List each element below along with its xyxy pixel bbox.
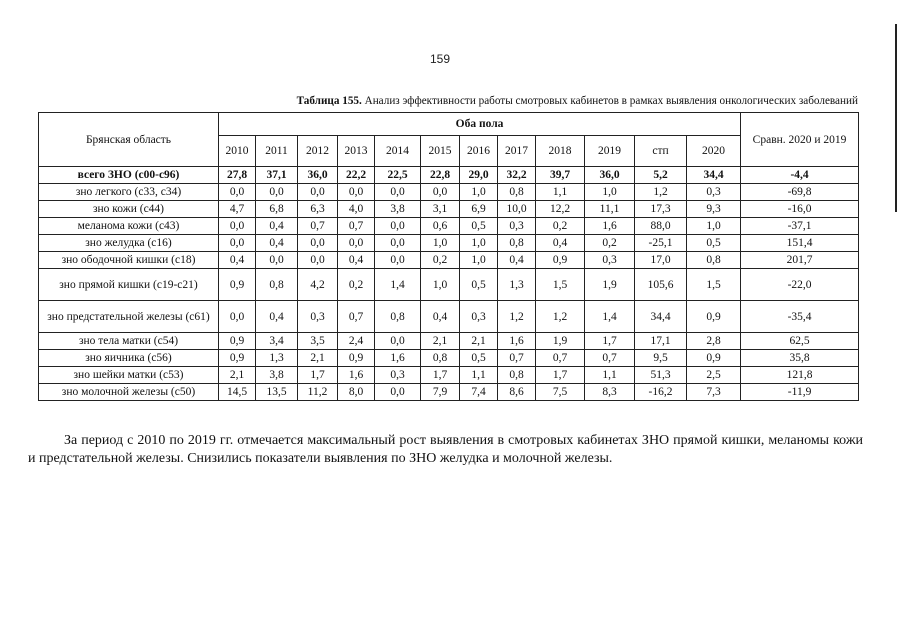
value-cell: 1,0 [421,235,460,252]
value-cell: 0,4 [338,252,375,269]
value-cell: 17,3 [635,201,687,218]
value-cell: 0,2 [536,218,585,235]
value-cell: 0,7 [338,218,375,235]
value-cell: 1,2 [536,301,585,333]
value-cell: 0,9 [338,350,375,367]
comparison-cell: 151,4 [741,235,859,252]
value-cell: 12,2 [536,201,585,218]
row-label: зно предстательной железы (с61) [39,301,219,333]
value-cell: 3,4 [256,333,298,350]
value-cell: 1,6 [585,218,635,235]
value-cell: 0,0 [219,184,256,201]
value-cell: 1,1 [536,184,585,201]
value-cell: 0,4 [256,218,298,235]
comparison-cell: -35,4 [741,301,859,333]
comparison-cell: -37,1 [741,218,859,235]
comparison-cell: -69,8 [741,184,859,201]
value-cell: 2,1 [460,333,498,350]
row-label: зно кожи (с44) [39,201,219,218]
comparison-cell: 121,8 [741,367,859,384]
value-cell: 1,1 [585,367,635,384]
value-cell: 1,2 [498,301,536,333]
row-label: зно шейки матки (с53) [39,367,219,384]
row-label: зно ободочной кишки (с18) [39,252,219,269]
value-cell: 4,7 [219,201,256,218]
value-cell: 0,2 [585,235,635,252]
comparison-cell: 62,5 [741,333,859,350]
value-cell: 1,0 [460,235,498,252]
value-cell: 0,9 [219,350,256,367]
value-cell: 9,3 [687,201,741,218]
table-row [39,269,859,301]
comparison-cell: -4,4 [741,167,859,184]
value-cell: 37,1 [256,167,298,184]
value-cell: -16,2 [635,384,687,401]
value-cell: 1,2 [635,184,687,201]
value-cell: 0,3 [498,218,536,235]
value-cell: 0,9 [687,350,741,367]
value-cell: 0,9 [219,333,256,350]
region-header: Брянская область [39,113,219,167]
value-cell: 0,5 [460,218,498,235]
value-cell: 9,5 [635,350,687,367]
value-cell: 1,7 [298,367,338,384]
year-header-cell: 2015 [421,136,460,167]
table-row [39,201,859,218]
value-cell: 34,4 [635,301,687,333]
table-row [39,184,859,201]
value-cell: 0,8 [421,350,460,367]
value-cell: 6,8 [256,201,298,218]
comparison-cell: -11,9 [741,384,859,401]
summary-paragraph: За период с 2010 по 2019 гг. отмечается максимальный рост выявления в смотровых кабинетах ЗНО прямой кишки, меланомы кожи и предстательной железы. Снизились показатели выявления по ЗНО желудка и молочной железы. [28,433,863,466]
value-cell: 0,0 [375,252,421,269]
value-cell: 0,7 [498,350,536,367]
value-cell: 0,7 [585,350,635,367]
value-cell: 0,7 [298,218,338,235]
value-cell: 5,2 [635,167,687,184]
value-cell: 1,0 [460,184,498,201]
page-number: 159 [429,52,451,66]
value-cell: 0,0 [375,384,421,401]
value-cell: 0,9 [219,269,256,301]
table-row [39,350,859,367]
value-cell: 0,4 [421,301,460,333]
value-cell: 0,8 [687,252,741,269]
value-cell: 105,6 [635,269,687,301]
value-cell: 4,2 [298,269,338,301]
value-cell: 0,4 [219,252,256,269]
value-cell: 88,0 [635,218,687,235]
data-table [38,112,859,401]
value-cell: 1,7 [536,367,585,384]
year-header-cell: 2010 [219,136,256,167]
value-cell: 3,5 [298,333,338,350]
value-cell: 29,0 [460,167,498,184]
value-cell: 0,0 [298,235,338,252]
value-cell: 1,6 [338,367,375,384]
value-cell: 0,8 [498,367,536,384]
value-cell: 0,7 [536,350,585,367]
year-header-cell: 2011 [256,136,298,167]
comparison-header: Сравн. 2020 и 2019 [741,113,859,167]
value-cell: 2,1 [219,367,256,384]
value-cell: 0,0 [219,235,256,252]
value-cell: 1,4 [375,269,421,301]
page-edge-line [895,24,897,212]
value-cell: 8,3 [585,384,635,401]
value-cell: 0,4 [498,252,536,269]
year-header-cell: 2016 [460,136,498,167]
value-cell: 22,8 [421,167,460,184]
year-header-cell: 2012 [298,136,338,167]
value-cell: 0,0 [298,184,338,201]
value-cell: 27,8 [219,167,256,184]
value-cell: 0,5 [687,235,741,252]
table-row [39,252,859,269]
row-label: всего ЗНО (с00-с96) [39,167,219,184]
value-cell: 0,4 [256,301,298,333]
value-cell: 0,3 [298,301,338,333]
table-row [39,301,859,333]
row-label: зно тела матки (с54) [39,333,219,350]
value-cell: 0,2 [338,269,375,301]
both-sexes-header: Оба пола [219,113,741,136]
value-cell: 4,0 [338,201,375,218]
value-cell: 1,7 [585,333,635,350]
value-cell: 0,0 [375,184,421,201]
value-cell: 0,0 [219,218,256,235]
table-row [39,218,859,235]
value-cell: 0,8 [498,235,536,252]
value-cell: 17,0 [635,252,687,269]
value-cell: 0,8 [498,184,536,201]
caption-text: Анализ эффективности работы смотровых кабинетов в рамках выявления онкологических заболеваний [361,95,858,107]
value-cell: 6,9 [460,201,498,218]
value-cell: 1,7 [421,367,460,384]
value-cell: 0,4 [256,235,298,252]
value-cell: 1,5 [687,269,741,301]
year-header-cell: 2019 [585,136,635,167]
value-cell: 2,5 [687,367,741,384]
value-cell: 1,3 [498,269,536,301]
value-cell: 0,5 [460,350,498,367]
value-cell: 0,0 [338,184,375,201]
value-cell: 11,1 [585,201,635,218]
table-row [39,167,859,184]
value-cell: 8,6 [498,384,536,401]
value-cell: 0,8 [375,301,421,333]
value-cell: 17,1 [635,333,687,350]
value-cell: 34,4 [687,167,741,184]
value-cell: 1,0 [460,252,498,269]
value-cell: 1,1 [460,367,498,384]
table-row [39,384,859,401]
value-cell: 0,5 [460,269,498,301]
value-cell: 0,3 [687,184,741,201]
value-cell: 0,0 [298,252,338,269]
value-cell: 3,1 [421,201,460,218]
table-row [39,367,859,384]
value-cell: 0,9 [536,252,585,269]
value-cell: 0,7 [338,301,375,333]
value-cell: 22,5 [375,167,421,184]
value-cell: 7,4 [460,384,498,401]
value-cell: 0,8 [256,269,298,301]
value-cell: 36,0 [298,167,338,184]
value-cell: 51,3 [635,367,687,384]
value-cell: 0,3 [585,252,635,269]
value-cell: 6,3 [298,201,338,218]
value-cell: 0,0 [219,301,256,333]
value-cell: 36,0 [585,167,635,184]
value-cell: 2,8 [687,333,741,350]
value-cell: 39,7 [536,167,585,184]
year-header-cell: 2013 [338,136,375,167]
value-cell: 0,9 [687,301,741,333]
row-label: меланома кожи (с43) [39,218,219,235]
year-header-cell: 2017 [498,136,536,167]
value-cell: 3,8 [256,367,298,384]
value-cell: -25,1 [635,235,687,252]
value-cell: 14,5 [219,384,256,401]
row-label: зно легкого (с33, с34) [39,184,219,201]
row-label: зно молочной железы (с50) [39,384,219,401]
value-cell: 0,2 [421,252,460,269]
value-cell: 1,9 [585,269,635,301]
table-body [39,167,859,401]
value-cell: 0,0 [256,252,298,269]
year-header-cell: 2014 [375,136,421,167]
value-cell: 1,9 [536,333,585,350]
caption-label: Таблица 155. [296,95,362,107]
value-cell: 8,0 [338,384,375,401]
value-cell: 32,2 [498,167,536,184]
value-cell: 0,0 [375,333,421,350]
value-cell: 1,0 [687,218,741,235]
comparison-cell: -22,0 [741,269,859,301]
value-cell: 2,4 [338,333,375,350]
row-label: зно желудка (с16) [39,235,219,252]
value-cell: 1,4 [585,301,635,333]
comparison-cell: 35,8 [741,350,859,367]
table-caption [150,95,858,107]
value-cell: 0,0 [421,184,460,201]
value-cell: 0,6 [421,218,460,235]
value-cell: 0,4 [536,235,585,252]
year-header-cell: стп [635,136,687,167]
value-cell: 1,6 [498,333,536,350]
row-label: зно яичника (с56) [39,350,219,367]
value-cell: 0,0 [338,235,375,252]
value-cell: 7,9 [421,384,460,401]
value-cell: 0,0 [375,235,421,252]
value-cell: 0,0 [256,184,298,201]
value-cell: 1,3 [256,350,298,367]
comparison-cell: 201,7 [741,252,859,269]
value-cell: 7,3 [687,384,741,401]
value-cell: 0,3 [460,301,498,333]
value-cell: 7,5 [536,384,585,401]
year-header-cell: 2018 [536,136,585,167]
value-cell: 10,0 [498,201,536,218]
value-cell: 1,0 [585,184,635,201]
table-row [39,235,859,252]
value-cell: 13,5 [256,384,298,401]
value-cell: 11,2 [298,384,338,401]
table-row [39,333,859,350]
value-cell: 22,2 [338,167,375,184]
value-cell: 2,1 [421,333,460,350]
value-cell: 1,0 [421,269,460,301]
year-header-cell: 2020 [687,136,741,167]
value-cell: 0,0 [375,218,421,235]
value-cell: 1,5 [536,269,585,301]
comparison-cell: -16,0 [741,201,859,218]
row-label: зно прямой кишки (с19-с21) [39,269,219,301]
value-cell: 1,6 [375,350,421,367]
value-cell: 0,3 [375,367,421,384]
value-cell: 3,8 [375,201,421,218]
value-cell: 2,1 [298,350,338,367]
